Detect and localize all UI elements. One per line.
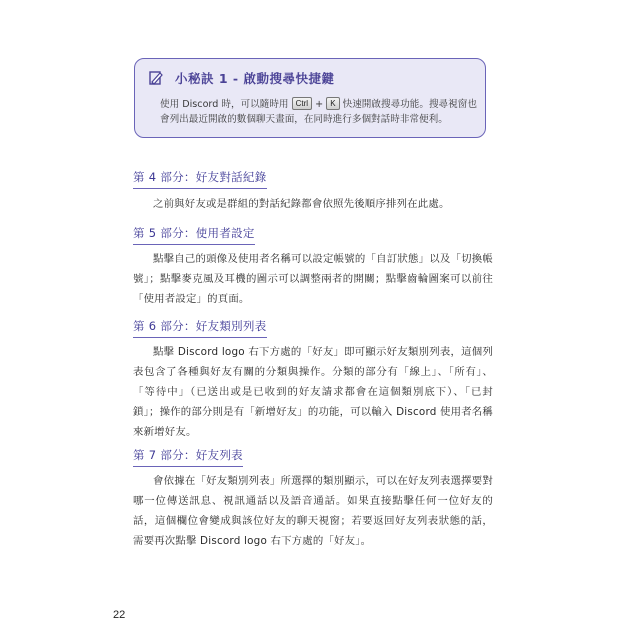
plus-sign: + [315,99,324,110]
section-6-text: 點擊 Discord logo 右下方處的「好友」即可顯示好友類別列表，這個列表包含了各種與好友有關的分類與操作。分類的部分有「線上」、「所有」、「等待中」（已送出或是已收到的好友請求都會在這個類別底下）、「已封鎖」；操作的部分則是有「新增好友」的功能，可以輸入 Discord 使用者名稱來新增好友。 [133,346,493,438]
page-number: 22 [113,609,126,621]
section-5-text: 點擊自己的頭像及使用者名稱可以設定帳號的「自訂狀態」以及「切換帳號」；點擊麥克風及耳機的圖示可以調整兩者的開關；點擊齒輪圖案可以前往「使用者設定」的頁面。 [133,253,493,305]
tip-body-part2: 快速開啟搜尋功能。搜尋視窗也會列出最近開啟的數個聊天畫面，在同時進行多個對話時非常便利。 [160,99,477,125]
section-7-text: 會依據在「好友類別列表」所選擇的類別顯示，可以在好友列表選擇要對哪一位傳送訊息、視訊通話以及語音通話。如果直接點擊任何一位好友的話，這個欄位會變成與該位好友的聊天視窗；若要返回好友列表狀態的話，需要再次點擊 Discord logo 右下方處的「好友」。 [133,475,493,547]
section-4-text: 之前與好友或是群組的對話紀錄都會依照先後順序排列在此處。 [153,198,450,210]
k-key: K [326,97,339,110]
section-6 [133,315,493,442]
section-6-heading: 第 6 部分：好友類別列表 [133,318,267,338]
tip-body-part1: 使用 Discord 時，可以隨時用 [160,99,289,110]
section-5 [133,222,493,309]
tip-body [160,97,480,127]
tip-title-row [149,69,334,87]
ctrl-key: Ctrl [292,97,312,110]
section-7-heading: 第 7 部分：好友列表 [133,447,243,467]
tip-title: 小秘訣 1 - 啟動搜尋快捷鍵 [175,71,335,86]
section-5-heading: 第 5 部分：使用者設定 [133,225,255,245]
section-4-heading: 第 4 部分：好友對話紀錄 [133,169,267,189]
pencil-note-icon [149,71,163,85]
section-7 [133,444,493,551]
tip-box [134,58,486,138]
section-4 [133,166,493,214]
